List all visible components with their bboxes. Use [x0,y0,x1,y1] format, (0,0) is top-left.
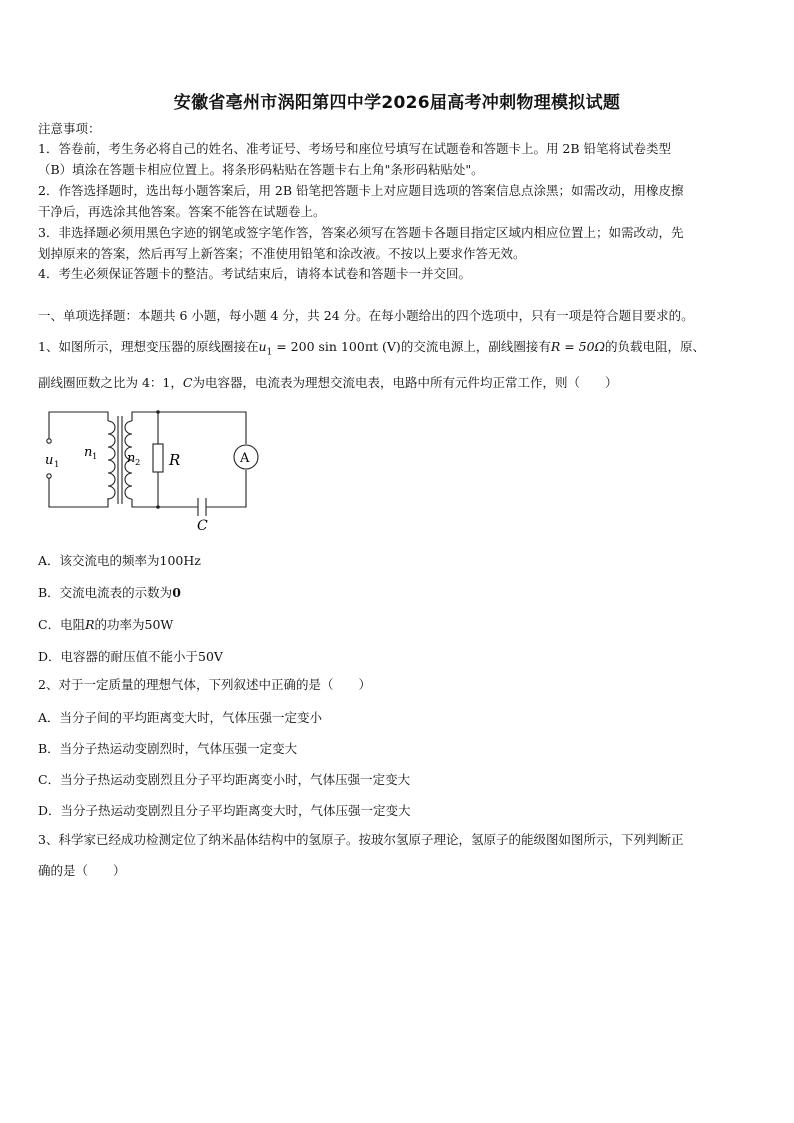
secondary-wire-bottom [132,499,198,507]
junction-dot-top [156,410,160,414]
q2-option-c: C．当分子热运动变剧烈且分子平均距离变小时，气体压强一定变大 [38,772,411,787]
label-n2: n [127,451,136,466]
option-text: D．电容器的耐压值不能小于 [38,649,199,664]
option-value: 50W [144,617,174,632]
q2-option-b: B．当分子热运动变剧烈时，气体压强一定变大 [38,741,298,756]
section-heading: 一、单项选择题：本题共 6 小题，每小题 4 分，共 24 分。在每小题给出的四个选项中，只有一项是符合题目要求的。 [38,308,694,323]
q1-stem-b: 的交流电源上，副线圈接有 [400,339,551,354]
q1-stem-line2: 副线圈匝数之比为 4：1， [38,375,183,390]
q1-option-b [38,583,181,601]
notice-line: 1．答卷前，考生务必将自己的姓名、准考证号、考场号和座位号填写在试题卷和答题卡上。用 2B 铅笔将试卷类型 [38,141,672,156]
transformer-circuit-diagram [38,404,268,534]
q1-option-d [38,647,223,665]
q2-option-a: A．当分子间的平均距离变大时，气体压强一定变小 [38,710,323,725]
q1-option-a [38,551,201,569]
label-ammeter: A [240,451,250,466]
label-n2-sub: 2 [135,458,141,468]
q1-formula-rest: = 200 sin 100πt (V) [272,339,401,354]
q1-formula-sub: 1 [266,347,273,358]
q1-stem-line2-rest: 为电容器，电流表为理想交流电表，电路中所有元件均正常工作，则（ ） [192,375,618,390]
q1-c-symbol: C [182,375,193,390]
q1-option-c [38,615,173,633]
notice-line: 3．非选择题必须用黑色字迹的钢笔或签字笔作答，答案必须写在答题卡各题目指定区域内相应位置上；如需改动，先 [38,225,684,240]
page-title: 安徽省亳州市涡阳第四中学2026届高考冲刺物理模拟试题 [173,93,621,113]
option-value: 0 [172,585,181,600]
q1-stem-a: 1、如图所示，理想变压器的原线圈接在 [38,339,259,354]
option-text: B．交流电流表的示数为 [38,585,173,600]
option-text: 的功率为 [94,617,145,632]
junction-dot-bottom [156,505,160,509]
secondary-wire-top [132,412,246,444]
option-text: C．电阻 [38,617,86,632]
question-2-stem: 2、对于一定质量的理想气体，下列叙述中正确的是（ ） [38,677,371,692]
q2-option-d: D．当分子热运动变剧烈且分子平均距离变大时，气体压强一定变大 [38,803,411,818]
q1-stem-c: 的负载电阻，原、 [604,339,705,354]
question-3-stem-line2: 确的是（ ） [38,863,126,878]
option-value: 100Hz [159,553,201,568]
primary-wire-bottom [49,478,108,507]
primary-coil [108,421,115,499]
notice-heading: 注意事项： [38,121,101,136]
label-n1: n [84,445,93,460]
label-c: C [197,518,208,534]
notice-line: 2．作答选择题时，选出每小题答案后，用 2B 铅笔把答题卡上对应题目选项的答案信息点涂黑；如需改动，用橡皮擦 [38,183,684,198]
label-r: R [169,451,181,469]
option-value: 50V [198,649,223,664]
terminal-top [47,439,51,443]
question-3-stem: 3、科学家已经成功检测定位了纳米晶体结构中的氢原子。按玻尔氢原子理论，氢原子的能级图如图所示，下列判断正 [38,832,684,847]
notice-line: 4．考生必须保证答题卡的整洁。考试结束后，请将本试卷和答题卡一并交回。 [38,266,471,281]
label-u1: u [45,453,54,468]
resistor [153,444,163,472]
label-u1-sub: 1 [54,460,60,470]
notice-line: 干净后，再选涂其他答案。答案不能答在试题卷上。 [38,204,326,219]
secondary-wire-right [206,470,246,507]
label-n1-sub: 1 [92,452,98,462]
question-1-stem [38,339,705,361]
notice-line: （B）填涂在答题卡相应位置上。将条形码粘贴在答题卡右上角"条形码粘贴处"。 [38,162,484,177]
terminal-bottom [47,474,51,478]
notice-line: 划掉原来的答案，然后再写上新答案；不准使用铅笔和涂改液。不按以上要求作答无效。 [38,246,526,261]
option-text: A．该交流电的频率为 [38,553,160,568]
primary-wire-top [49,412,108,439]
q1-formula-u: u [258,339,267,354]
q1-formula-r: R = 50Ω [550,339,605,354]
option-symbol: R [85,617,95,632]
question-1-stem-line2 [38,375,617,391]
